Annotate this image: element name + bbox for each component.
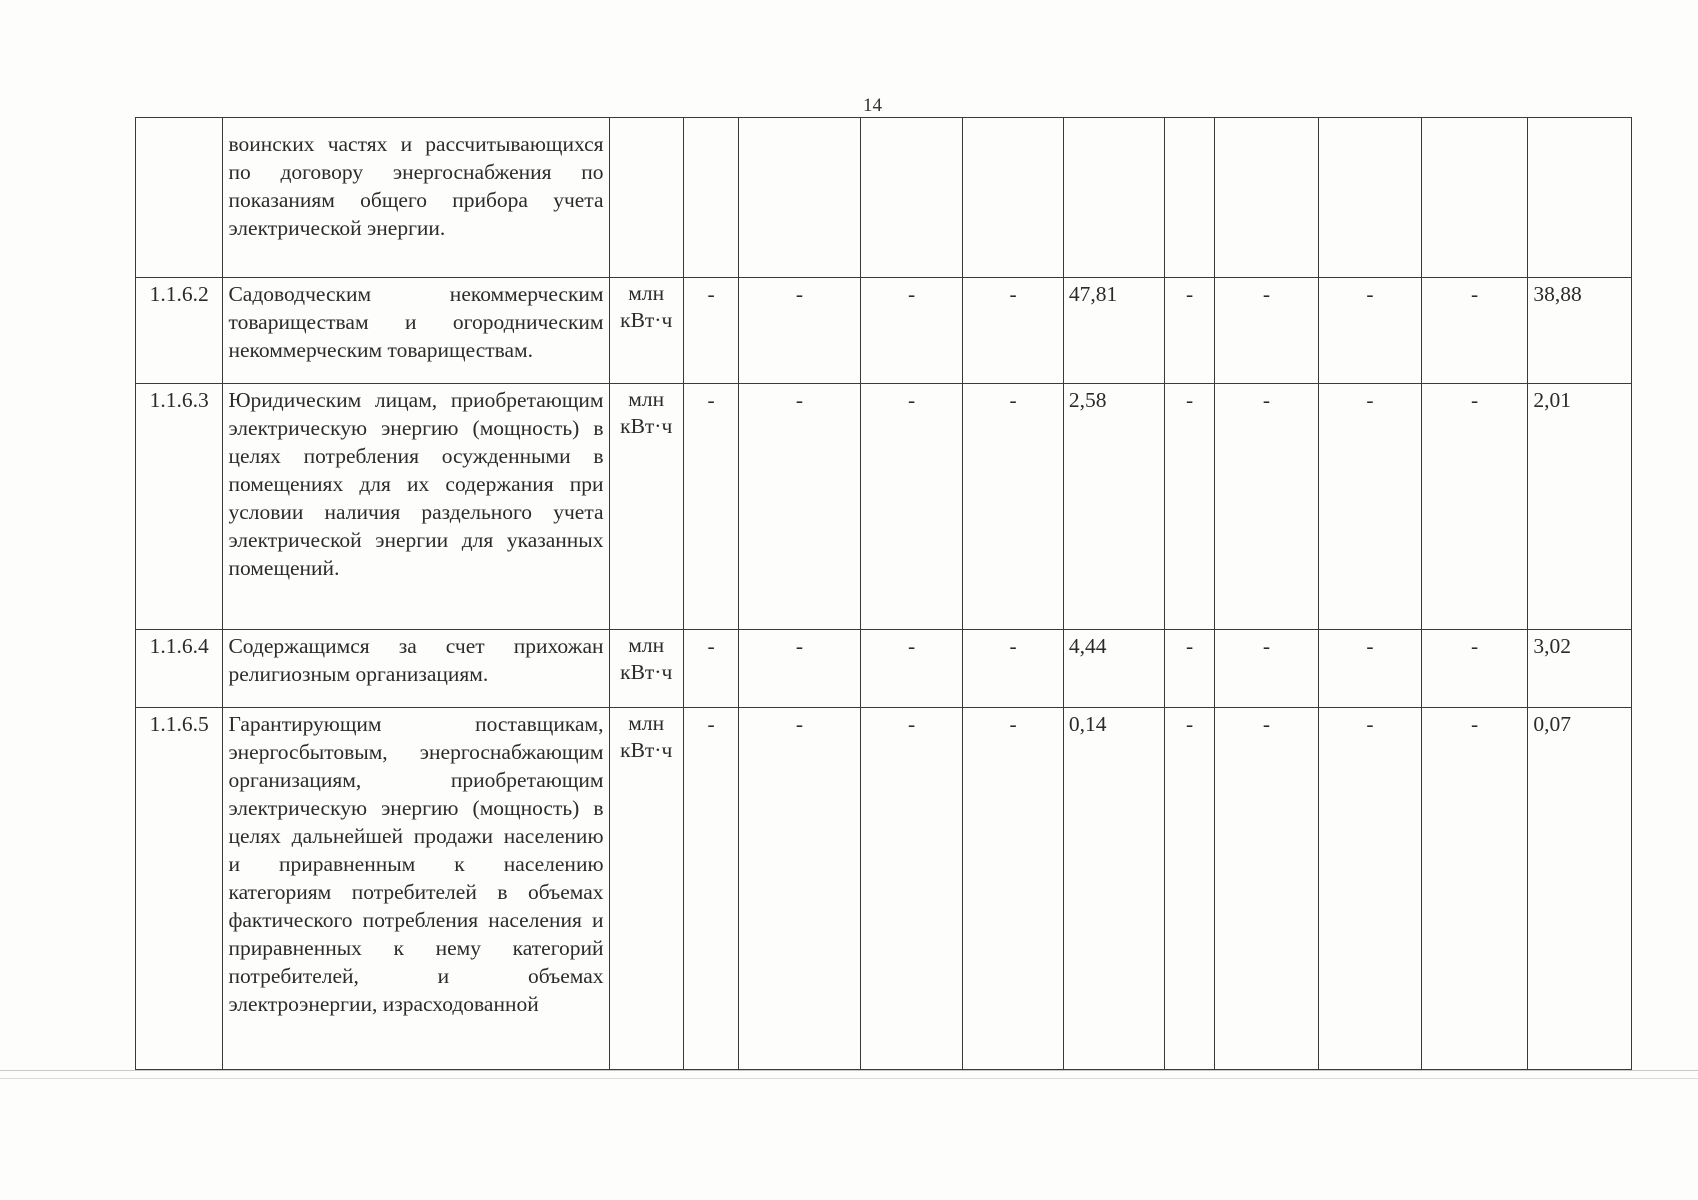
value-cell: - <box>1214 384 1319 630</box>
value-cell <box>1528 118 1632 278</box>
value-cell: - <box>683 278 738 384</box>
value-cell <box>1165 118 1214 278</box>
value-cell <box>683 118 738 278</box>
value-cell: - <box>963 708 1064 1070</box>
row-number: 1.1.6.3 <box>136 384 223 630</box>
value-cell: - <box>963 630 1064 708</box>
value-cell <box>1063 118 1165 278</box>
value-cell: - <box>1214 708 1319 1070</box>
page-number: 14 <box>863 95 882 116</box>
value-cell: - <box>1214 278 1319 384</box>
scan-edge-line <box>0 1070 1698 1071</box>
value-cell: - <box>683 630 738 708</box>
value-cell: - <box>739 630 861 708</box>
table-row <box>136 384 1632 630</box>
row-number <box>136 118 223 278</box>
table-row <box>136 708 1632 1070</box>
value-cell: - <box>739 278 861 384</box>
value-cell <box>1319 118 1422 278</box>
value-cell: - <box>860 278 963 384</box>
value-cell: - <box>1214 630 1319 708</box>
value-cell: - <box>1165 278 1214 384</box>
value-cell: - <box>683 384 738 630</box>
row-unit: млн кВт·ч <box>609 278 683 384</box>
value-cell: - <box>1165 630 1214 708</box>
value-cell: - <box>860 384 963 630</box>
value-cell <box>739 118 861 278</box>
value-cell: - <box>860 630 963 708</box>
value-cell: - <box>1319 708 1422 1070</box>
tariff-table <box>135 117 1632 1070</box>
row-unit: млн кВт·ч <box>609 384 683 630</box>
value-cell: 0,07 <box>1528 708 1632 1070</box>
value-cell: - <box>739 384 861 630</box>
value-cell: 4,44 <box>1063 630 1165 708</box>
row-number: 1.1.6.5 <box>136 708 223 1070</box>
value-cell: - <box>1319 630 1422 708</box>
value-cell: - <box>1319 384 1422 630</box>
row-unit: млн кВт·ч <box>609 708 683 1070</box>
value-cell: - <box>1421 278 1528 384</box>
value-cell: 3,02 <box>1528 630 1632 708</box>
row-description: Гарантирующим поставщикам, энергосбытовым, энергоснабжающим организациям, приобретающим электрическую энергию (мощность) в целях дальнейшей продажи населению и приравненным к населению категориям потребителей в объемах фактического потребления населения и приравненных к нему категорий потребителей, и объемах электроэнергии, израсходованной <box>223 708 609 1070</box>
value-cell <box>1421 118 1528 278</box>
scan-edge-line <box>0 1078 1698 1079</box>
value-cell: - <box>1421 384 1528 630</box>
row-unit: млн кВт·ч <box>609 630 683 708</box>
value-cell: - <box>1165 384 1214 630</box>
value-cell <box>1214 118 1319 278</box>
value-cell: - <box>860 708 963 1070</box>
table-row <box>136 278 1632 384</box>
row-unit <box>609 118 683 278</box>
row-description: воинских частях и рассчитывающихся по договору энергоснабжения по показаниям общего прибора учета электрической энергии. <box>223 118 609 278</box>
table-row <box>136 630 1632 708</box>
row-description: Юридическим лицам, приобретающим электрическую энергию (мощность) в целях потребления осужденными в помещениях для их содержания при условии наличия раздельного учета электрической энергии для указанных помещений. <box>223 384 609 630</box>
value-cell: - <box>1421 630 1528 708</box>
value-cell: 2,01 <box>1528 384 1632 630</box>
value-cell: - <box>683 708 738 1070</box>
value-cell: 38,88 <box>1528 278 1632 384</box>
table-row <box>136 118 1632 278</box>
value-cell <box>963 118 1064 278</box>
value-cell: - <box>963 384 1064 630</box>
value-cell: - <box>1319 278 1422 384</box>
value-cell: - <box>1165 708 1214 1070</box>
value-cell <box>860 118 963 278</box>
value-cell: 0,14 <box>1063 708 1165 1070</box>
row-number: 1.1.6.4 <box>136 630 223 708</box>
row-description: Содержащимся за счет прихожан религиозным организациям. <box>223 630 609 708</box>
row-description: Садоводческим некоммерческим товариществам и огородническим некоммерческим товариществам. <box>223 278 609 384</box>
value-cell: 2,58 <box>1063 384 1165 630</box>
value-cell: - <box>1421 708 1528 1070</box>
value-cell: - <box>963 278 1064 384</box>
value-cell: 47,81 <box>1063 278 1165 384</box>
value-cell: - <box>739 708 861 1070</box>
row-number: 1.1.6.2 <box>136 278 223 384</box>
